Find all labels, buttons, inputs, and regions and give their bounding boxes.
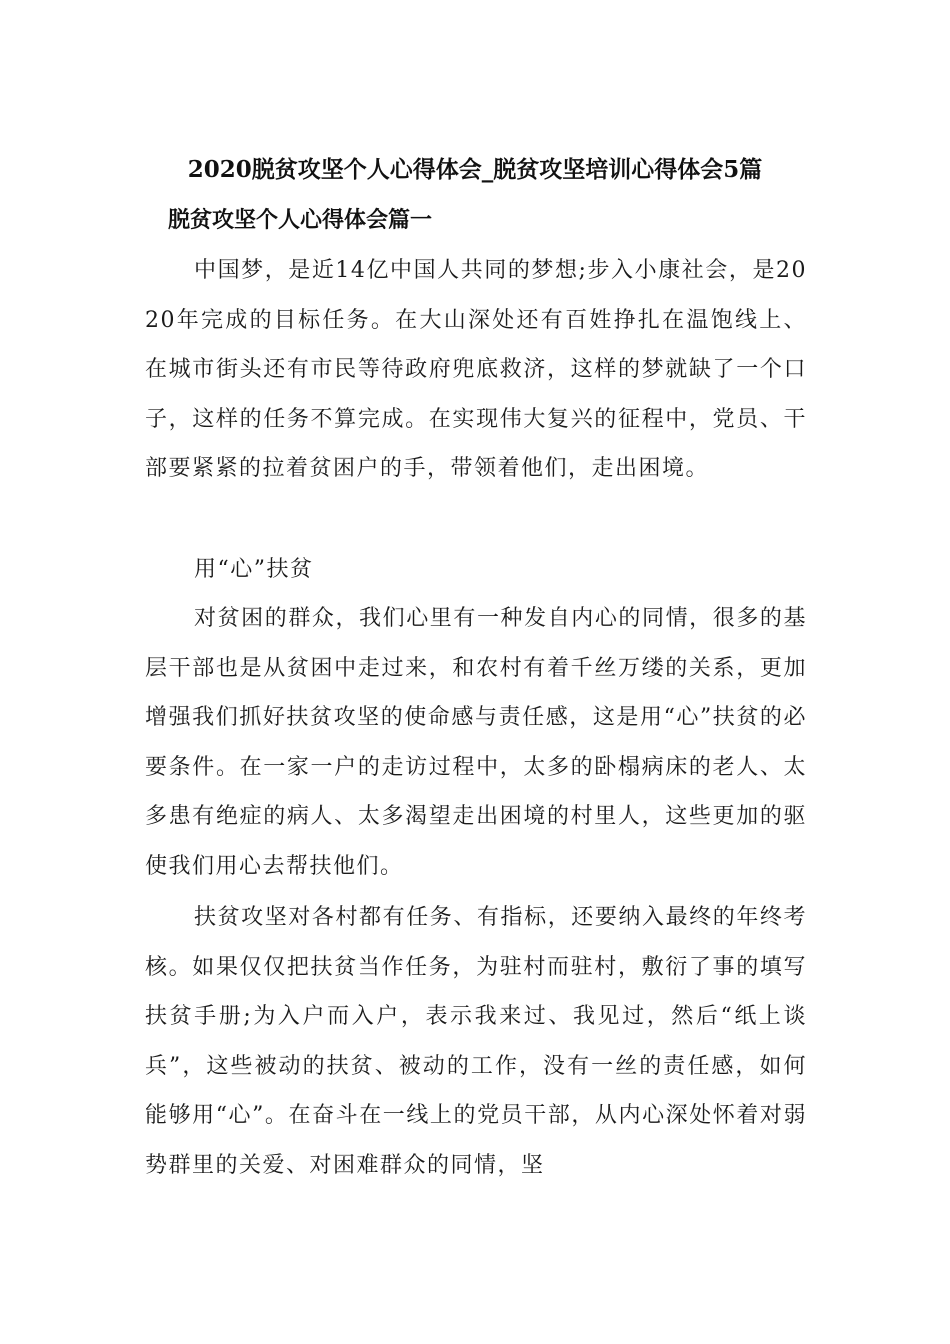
document-title: 2020脱贫攻坚个人心得体会_脱贫攻坚培训心得体会5篇 bbox=[187, 156, 763, 183]
paragraph-2: 对贫困的群众，我们心里有一种发自内心的同情，很多的基层干部也是从贫困中走过来，和农村有着千丝万缕的关系，更加增强我们抓好扶贫攻坚的使命感与责任感，这是用“心”扶贫的必要条件。在一家一户的走访过程中，太多的卧榻病床的老人、太多患有绝症的病人、太多渴望走出困境的村里人，这些更加的驱使我们用心去帮扶他们。 bbox=[145, 606, 807, 879]
section-heading: 脱贫攻坚个人心得体会篇一 bbox=[168, 207, 433, 233]
paragraph-subheading: 用“心”扶贫 bbox=[194, 557, 314, 582]
paragraph-1: 中国梦，是近14亿中国人共同的梦想;步入小康社会，是2020年完成的目标任务。在大山深处还有百姓挣扎在温饱线上、在城市街头还有市民等待政府兜底救济，这样的梦就缺了一个口子，这样的任务不算完成。在实现伟大复兴的征程中，党员、干部要紧紧的拉着贫困户的手，带领着他们，走出困境。 bbox=[145, 258, 807, 482]
paragraph-3: 扶贫攻坚对各村都有任务、有指标，还要纳入最终的年终考核。如果仅仅把扶贫当作任务，为驻村而驻村，敷衍了事的填写扶贫手册;为入户而入户，表示我来过、我见过，然后“纸上谈兵”，这些被动的扶贫、被动的工作，没有一丝的责任感，如何能够用“心”。在奋斗在一线上的党员干部，从内心深处怀着对弱势群里的关爱、对困难群众的同情，坚 bbox=[145, 905, 807, 1178]
